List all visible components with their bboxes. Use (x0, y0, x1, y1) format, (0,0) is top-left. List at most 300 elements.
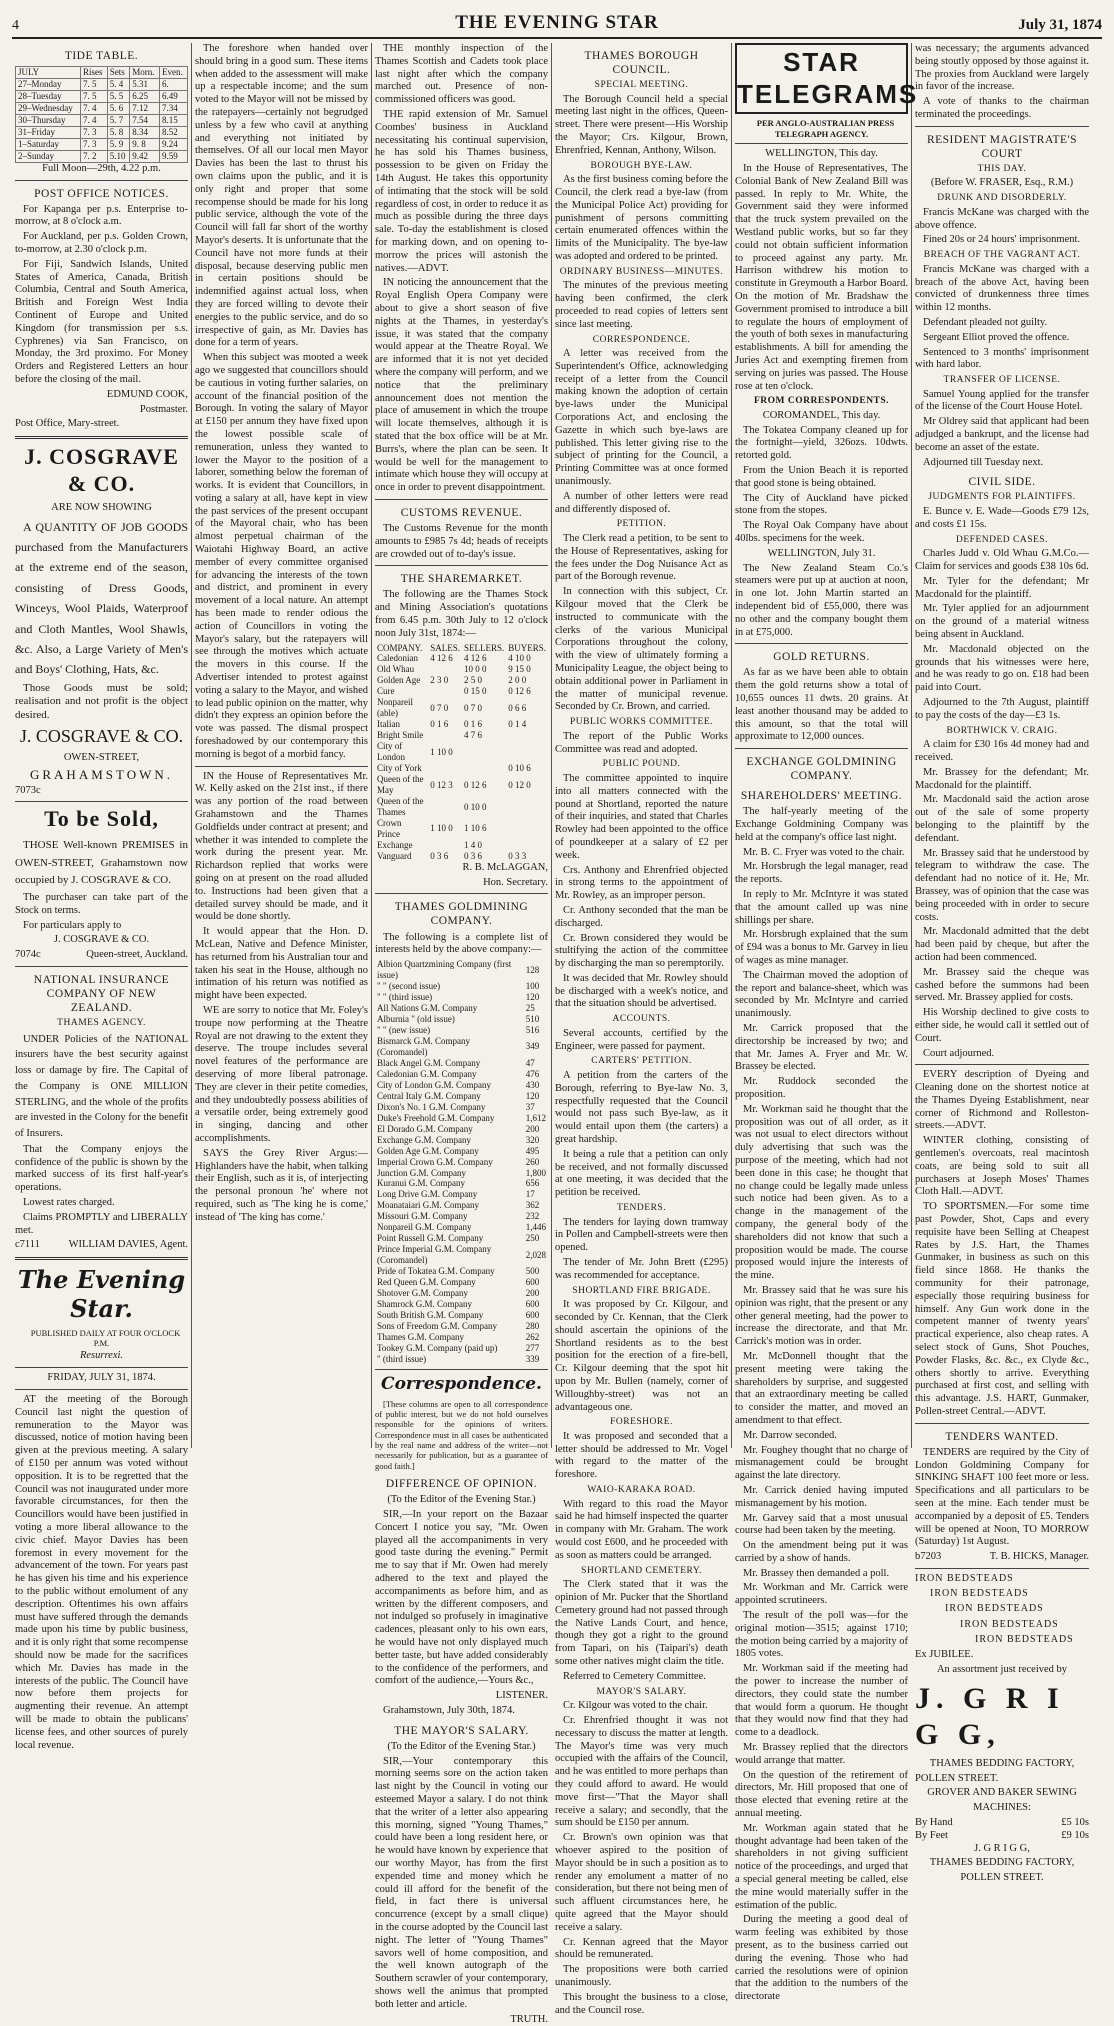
share-header: BUYERS. (506, 643, 548, 654)
court-subhead: DRUNK AND DISORDERLY. (915, 193, 1089, 205)
court-day: THIS DAY. (915, 164, 1089, 176)
council-text: Cr. Kilgour was voted to the chair. (555, 1700, 728, 1713)
page-number: 4 (12, 18, 132, 34)
cosgrave-sub: ARE NOW SHOWING (15, 502, 188, 515)
gold-row-cell: Exchange G.M. Company (375, 1135, 524, 1146)
share-row-cell: Vanguard (375, 851, 428, 862)
gold-row (375, 1124, 548, 1135)
share-row-cell (506, 796, 548, 818)
newspaper-page (12, 8, 1102, 1448)
cosgrave-note: Those Goods must be sold; realisation and not profit is the object desired. (15, 682, 188, 722)
gold-row-cell: 2,028 (524, 1244, 548, 1266)
share-row-cell: 1 10 0 (428, 741, 462, 763)
tenders-title: TENDERS WANTED. (915, 1430, 1089, 1444)
gold-row-cell: 200 (524, 1124, 548, 1135)
grover-title: GROVER AND BAKER SEWING (915, 1787, 1089, 1800)
insurance-agent: WILLIAM DAVIES, Agent. (69, 1239, 188, 1252)
letter-body: SIR,—Your contemporary this morning seems sore on the action taken last night by the Council in voting our esteemed Mayor a salary. I do not think that the writer of a letter also appearing this morning, signed "Young Thames," could have been a long resident here, or he would have known by experience that our worthy Mayor, has from the first expended time and money which he could ill afford for the benefit of the field, in fact there is universal concurrence (except by a small clique) in the course adopted by the Council last night. The letter of "Young Thames" savors well of home composition, and the well known autograph of the Southern scrawler of your contemporary, shows well the animus that prompted both letter and article. (375, 1756, 548, 2012)
gold-row-cell: 47 (524, 1058, 548, 1069)
council-subhead: PUBLIC WORKS COMMITTEE. (555, 717, 728, 729)
factory-street: POLLEN STREET. (915, 1872, 1089, 1885)
letter-title: THE MAYOR'S SALARY. (375, 1724, 548, 1738)
meeting-text: The result of the poll was—for the original motion—3515; against 1710; the motion being carried by a majority of 1805 votes. (735, 1610, 908, 1661)
tide-row-cell: 5. 9 (107, 138, 130, 150)
dateline: WELLINGTON, July 31. (735, 548, 908, 561)
civil-title: CIVIL SIDE. (915, 475, 1089, 489)
council-text: The tenders for laying down tramway in Pollen and Campbell-streets were then opened. (555, 1217, 728, 1255)
tide-row-cell: 6. (159, 78, 187, 90)
telegrams-agency: PER ANGLO-AUSTRALIAN PRESS TELEGRAPH AGENCY. (735, 118, 908, 139)
share-row-cell: 0 1 4 (506, 719, 548, 730)
meeting-text: Mr. Horsbrugh the legal manager, read the reports. (735, 861, 908, 887)
share-header: COMPANY. (375, 643, 428, 654)
news-item: THE monthly inspection of the Thames Scottish and Cadets took place last night after which the company marched out. Presence of non-commissioned officers was good. (375, 43, 548, 107)
meeting-text: On the question of the retirement of directors, Mr. Hill proposed that one of those elected that evening retire at the annual meeting. (735, 1770, 908, 1821)
insurance-title: NATIONAL INSURANCE COMPANY OF NEW ZEALAND. (15, 973, 188, 1015)
council-text: The minutes of the previous meeting having been confirmed, the clerk proceeded to read copies of letters sent since last meeting. (555, 280, 728, 331)
gold-row-cell: Pride of Tokatea G.M. Company (375, 1266, 524, 1277)
share-row-cell: 0 1 6 (462, 719, 506, 730)
meeting-text: The Chairman moved the adoption of the report and balance-sheet, which was seconded by Mr. McIntyre and carried unanimously. (735, 970, 908, 1021)
gold-row (375, 1135, 548, 1146)
gold-row-cell: 25 (524, 1003, 548, 1014)
gold-row (375, 1113, 548, 1124)
letter-body: SIR,—In your report on the Bazaar Concert I notice you say, "Mr. Owen played all the accompaniments in very good taste during the evening." Permit me to say that if Mr. Owen had merely adhered to the text and played the accompaniments as before him, and as written by the different composers, and not indulged so profusely in imaginative cadences, pleasant only to his own ears, he would have not only displayed much better taste, but have added considerably to the confidence of the performers, and comfort of the audience,—Yours &c., (375, 1509, 548, 1688)
council-subhead: PETITION. (555, 519, 728, 531)
grigg-name: J. G R I G G, (915, 1843, 1089, 1856)
share-row-cell: 1 10 6 (462, 818, 506, 840)
share-row-cell: City of London (375, 741, 428, 763)
column-6 (912, 43, 1092, 1448)
iron-bedsteads: IRON BEDSTEADS (915, 1573, 1089, 1585)
court-before: (Before W. FRASER, Esq., R.M.) (915, 177, 1089, 190)
tide-row-cell: 8.15 (159, 114, 187, 126)
tide-row-cell: 8.34 (130, 126, 160, 138)
council-subhead: WAIO-KARAKA ROAD. (555, 1485, 728, 1497)
gold-row-cell: 349 (524, 1036, 548, 1058)
share-row-cell (428, 840, 462, 851)
gold-row-cell: 500 (524, 1266, 548, 1277)
gold-row-cell: 600 (524, 1299, 548, 1310)
advert-text: EVERY description of Dyeing and Cleaning done on the shortest notice at the Thames Dyeing Establishment, near corner of Richmond and Rolleston-streets.—ADVT. (915, 1069, 1089, 1133)
meeting-text: On the amendment being put it was carried by a show of hands. (735, 1540, 908, 1566)
iron-bedsteads: IRON BEDSTEADS (915, 1634, 1089, 1646)
telegram-subhead: FROM CORRESPONDENTS. (735, 396, 908, 408)
tide-row-cell: 9.59 (159, 150, 187, 162)
gold-row-cell: 128 (524, 959, 548, 981)
gold-row-cell: 120 (524, 992, 548, 1003)
court-title: RESIDENT MAGISTRATE'S COURT (915, 133, 1089, 161)
telegram-text: The New Zealand Steam Co.'s steamers were put up at auction at noon, in one lot. John Martin started an independent bid of £55,000, there was no other and the company bought them in at £75,000. (735, 563, 908, 640)
tide-header: Morn. (130, 67, 160, 79)
news-item: THE rapid extension of Mr. Samuel Coombes' business in Auckland necessitating his continual supervision, he has sold his Thames business, possession to be given on Friday the 14th August. He takes this opportunity of intimating that the stock will be sold regardless of cost, in order to reduce it as much as possible during the three days sale. To-day the establishment is closed for marking down, and on opening to-morrow the prices will astonish the natives.—ADVT. (375, 109, 548, 275)
gold-row (375, 1146, 548, 1157)
council-text: A letter was received from the Superintendent's Office, acknowledging receipt of a letter from the Council making known the adoption of certain bye-laws under the Municipal Corporations Act, and enclosing the Gazette in which such bye-laws are published. This letter giving rise to the subject of printing for the Council, a Printing Committee was at once formed unanimously. (555, 348, 728, 489)
share-row (375, 653, 548, 664)
share-row-cell: 0 3 6 (428, 851, 462, 862)
share-row-cell (506, 730, 548, 741)
council-text: Referred to Cemetery Committee. (555, 1671, 728, 1684)
share-row-cell: Nonpareil (able) (375, 697, 428, 719)
gold-row-cell: 37 (524, 1102, 548, 1113)
council-subhead: PUBLIC POUND. (555, 759, 728, 771)
meeting-text: Mr. Carrick denied having imputed mismanagement by his motion. (735, 1485, 908, 1511)
court-text: Court adjourned. (915, 1048, 1089, 1061)
post-role: Postmaster. (15, 404, 188, 417)
sale-ref: 7074c (15, 949, 41, 962)
tide-row-cell: 5. 6 (107, 102, 130, 114)
council-subhead: CORRESPONDENCE. (555, 335, 728, 347)
goldmining-table (375, 959, 548, 1365)
masthead (12, 8, 1102, 39)
gold-row-cell: 260 (524, 1157, 548, 1168)
column-1 (12, 43, 192, 1448)
council-subhead: BOROUGH BYE-LAW. (555, 161, 728, 173)
council-subhead: CARTERS' PETITION. (555, 1056, 728, 1068)
council-text: A petition from the carters of the Borough, referring to Bye-law No. 3, respectfully requested that the Council would not pass such Bye-law, as it would entail upon them (the carters) a great hardship. (555, 1070, 728, 1147)
gold-row-cell: South British G.M. Company (375, 1310, 524, 1321)
share-row-cell: 0 7 0 (428, 697, 462, 719)
meeting-text: Mr. Brassey replied that the directors would arrange that matter. (735, 1742, 908, 1768)
gold-row (375, 1200, 548, 1211)
telegram-text: From the Union Beach it is reported that good stone is being obtained. (735, 465, 908, 491)
tide-row (16, 126, 188, 138)
tenders-body: TENDERS are required by the City of London Goldmining Company for SINKING SHAFT 100 feet more or less. Specifications and all particulars to be seen at the mine. Each tender must be accompanied by a deposit of £5. Tenders will be opened at Noon, TO MORROW (Saturday) 1st August. (915, 1447, 1089, 1549)
tide-header: Sets (107, 67, 130, 79)
tide-table (15, 66, 188, 163)
council-text: Cr. Brown considered they would be stultifying the action of the committee by discharging the man so peremptorily. (555, 933, 728, 971)
gold-row (375, 1168, 548, 1179)
share-row (375, 686, 548, 697)
nameplate-title: The Evening Star. (15, 1265, 188, 1324)
tide-row-cell: 1–Saturday (16, 138, 81, 150)
gold-row (375, 1299, 548, 1310)
share-signature: R. B. McLAGGAN, (375, 862, 548, 875)
share-row-cell: 0 10 0 (462, 796, 506, 818)
nameplate-motto: Resurrexi. (15, 1350, 188, 1363)
court-text: Samuel Young applied for the transfer of the license of the Court House Hotel. (915, 389, 1089, 415)
tenders-ref: b7203 (915, 1551, 941, 1564)
gold-row (375, 1310, 548, 1321)
share-row (375, 763, 548, 774)
meeting-text: Mr. Ruddock seconded the proposition. (735, 1076, 908, 1102)
gold-row-cell: Alburnia " (old issue) (375, 1014, 524, 1025)
share-row-cell (428, 796, 462, 818)
tide-row-cell: 2–Sunday (16, 150, 81, 162)
gold-row-cell: Bismarck G.M. Company (Coromandel) (375, 1036, 524, 1058)
sale-apply: For particulars apply to (15, 920, 188, 933)
gold-row-cell: Dixon's No. 1 G.M. Company (375, 1102, 524, 1113)
gold-row-cell: 510 (524, 1014, 548, 1025)
share-row-cell: Queen of the Thames (375, 796, 428, 818)
share-row-cell: 4 12 6 (428, 653, 462, 664)
gold-row-cell: 495 (524, 1146, 548, 1157)
news-item: SAYS the Grey River Argus:—Highlanders have the habit, when talking their English, such as it is, of interjecting the personal pronoun 'he' where not required, such as 'The king he is come,' instead of 'The king has come.' (195, 1148, 368, 1225)
tide-title: TIDE TABLE. (15, 49, 188, 63)
tide-row (16, 138, 188, 150)
share-row-cell: 0 15 0 (462, 686, 506, 697)
customs-text: The Customs Revenue for the month amounts to £985 7s 4d; heads of receipts are crowded out of to-day's issue. (375, 523, 548, 561)
insurance-text: That the Company enjoys the confidence of the public is shown by the marked success of its first half-year's operations. (15, 1144, 188, 1195)
gold-row (375, 1277, 548, 1288)
court-text: Mr. Macdonald admitted that the debt had been paid by cheque, but after the action had been commenced. (915, 926, 1089, 964)
tide-row-cell: 29–Wednesday (16, 102, 81, 114)
court-text: Mr. Brassey said that he understood by telegram to withdraw the case. The defendant had no notice of it. He, Mr. Brassey, was of opinion that the case was being proceeded with in order to secure costs. (915, 848, 1089, 925)
dateline: WELLINGTON, This day. (735, 148, 908, 161)
share-row-cell (428, 730, 462, 741)
gold-row-cell: Central Italy G.M. Company (375, 1091, 524, 1102)
share-row-cell: 1 4 0 (462, 840, 506, 851)
sharemarket-title: THE SHAREMARKET. (375, 572, 548, 586)
cosgrave-street: OWEN-STREET, (15, 752, 188, 765)
insurance-text: Lowest rates charged. (15, 1197, 188, 1210)
share-row-cell: 0 12 6 (462, 774, 506, 796)
factory-name: THAMES BEDDING FACTORY, (915, 1758, 1089, 1771)
court-text: Mr. Macdonald said the action arose out of the sale of some property belonging to the plaintiff by the defendant. (915, 794, 1089, 845)
gold-row (375, 1058, 548, 1069)
grigg-name: J. G R I G G, (915, 1681, 1089, 1754)
gold-row (375, 1036, 548, 1058)
leader-paragraph: AT the meeting of the Borough Council last night the question of remuneration to the Mayor was discussed, notice of motion having been given at the previous meeting. A salary of £150 per annum was voted without opposition. It is to be regretted that the Council was not inaugurated under more favorable circumstances, for then the Councillors would have been justified in voting a more liberal allowance to the civic chief. Mayor Davies has been foremost in every movement for the advancement of the town. For years past he has given his time and his experience to the public without emolument of any description. Oftentimes his own affairs must have suffered through the demands made upon his time by public business, and it is only right that some recompense should now be made for the sacrifices which Mr. Davies has made in the interests of the public. The Council have now before them projects for augmenting their revenue. An attempt will be made to obtain the publicans' license fees, and other sources of purely local revenue. (15, 1394, 188, 1752)
gold-row-cell: 277 (524, 1343, 548, 1354)
gold-row-cell: 476 (524, 1069, 548, 1080)
gold-row-cell: 600 (524, 1310, 548, 1321)
tide-row-cell: 7. 5 (81, 78, 108, 90)
iron-bedsteads: IRON BEDSTEADS (915, 1588, 1089, 1600)
nameplate-sub: PUBLISHED DAILY AT FOUR O'CLOCK P.M. (15, 1328, 188, 1349)
gold-row (375, 1343, 548, 1354)
tide-row-cell: 8.52 (159, 126, 187, 138)
tide-row-cell: 7.34 (159, 102, 187, 114)
advert-text: WINTER clothing, consisting of gentlemen's overcoats, real macintosh coats, are being sold to suit all purchasers at Joseph Moses' Thames Cloth Hall.—ADVT. (915, 1135, 1089, 1199)
gold-row-cell: Golden Age G.M. Company (375, 1146, 524, 1157)
gold-row-cell: 339 (524, 1354, 548, 1365)
gold-row-cell: 1,612 (524, 1113, 548, 1124)
cosgrave-body: A QUANTITY OF JOB GOODS purchased from the Manufacturers at the extreme end of the season, consisting of Dress Goods, Winceys, Wool Plaids, Waterproof and Cloth Mantles, Wool Shawls, &c. Also, a Large Variety of Men's and Boys' Clothing, Hats, &c. (15, 517, 188, 680)
court-text: E. Bunce v. E. Wade—Goods £79 12s, and costs £1 15s. (915, 506, 1089, 532)
assortment: An assortment just received by (915, 1664, 1089, 1677)
letter-title: DIFFERENCE OF OPINION. (375, 1477, 548, 1491)
jubilee: Ex JUBILEE. (915, 1649, 1089, 1662)
cosgrave-ref: 7073c (15, 785, 188, 798)
gold-row-cell: Shamrock G.M. Company (375, 1299, 524, 1310)
goldmining-title: THAMES GOLDMINING COMPANY. (375, 900, 548, 928)
gold-returns-text: As far as we have been able to obtain them the gold returns show a total of 10,655 ounces 11 dwts. 20 grains. At least another thousand may be added to this amount, so that the total will approximate to 12,000 ounces. (735, 667, 908, 744)
tide-row-cell: 27–Monday (16, 78, 81, 90)
tide-row-cell: 9.24 (159, 138, 187, 150)
share-row-cell: 4 10 0 (506, 653, 548, 664)
machines: MACHINES: (915, 1802, 1089, 1815)
tide-row-cell: 5. 7 (107, 114, 130, 126)
share-row-cell: 0 3 6 (462, 851, 506, 862)
meeting-text: In reply to Mr. McIntyre it was stated that the amount called up was nine shillings per share. (735, 889, 908, 927)
column-3 (372, 43, 552, 1448)
meeting-text: Mr. Workman and Mr. Carrick were appointed scrutineers. (735, 1582, 908, 1608)
council-title: THAMES BOROUGH COUNCIL. (555, 49, 728, 77)
share-row (375, 840, 548, 851)
council-text: With regard to this road the Mayor said he had himself inspected the quarter in company with Mr. Graham. The work would cost £600, and he proceeded with as soon as matters could be arranged. (555, 1499, 728, 1563)
insurance-ref: c7111 (15, 1239, 40, 1252)
factory-street: POLLEN STREET. (915, 1773, 1089, 1786)
meeting-text: Mr. Horsbrugh explained that the sum of £94 was a bonus to Mr. Garvey in lieu of wages as mine manager. (735, 929, 908, 967)
gold-row (375, 1244, 548, 1266)
council-text: Cr. Brown's own opinion was that whoever aspired to the position of Mayor should be in such a position as to render any emolument a matter of no consideration, but there not being men of such affluent circumstances here, he quite agreed that the Mayor should receive a salary. (555, 1832, 728, 1934)
share-row-cell: Exchange (375, 840, 428, 851)
gold-row-cell: Moanataiari G.M. Company (375, 1200, 524, 1211)
gold-returns-title: GOLD RETURNS. (735, 650, 908, 664)
meeting-text: Mr. Brassey said that he was sure his opinion was right, that the present or any other general meeting, had the power to increase the directorate, and that Mr. Carrick's motion was in order. (735, 1285, 908, 1349)
tide-row-cell: 7. 5 (81, 90, 108, 102)
share-header: SALES. (428, 643, 462, 654)
share-row-cell: 2 5 0 (462, 675, 506, 686)
gold-row-cell: El Dorado G.M. Company (375, 1124, 524, 1135)
council-subhead: FORESHORE. (555, 1417, 728, 1429)
gold-row (375, 1233, 548, 1244)
news-item: IN the House of Representatives Mr. W. Kelly asked on the 21st inst., if there was any portion of the road between Grahamstown and the Thames Goldfields under contract at present; and whether it was intended to complete the work during the present year. Mr. Richardson replied that works were going on at present on the road alluded to. Instructions had been given that a detailed survey should be made, and it would be done shortly. (195, 771, 368, 925)
tide-row-cell: 5.10 (107, 150, 130, 162)
tide-row (16, 150, 188, 162)
sale-terms: The purchaser can take part of the Stock on terms. (15, 892, 188, 918)
gold-row-cell: " " (third issue) (375, 992, 524, 1003)
tide-row-cell: 7. 4 (81, 114, 108, 126)
gold-row-cell: Thames G.M. Company (375, 1332, 524, 1343)
court-text: Sergeant Elliot proved the offence. (915, 332, 1089, 345)
court-text: Mr. Brassey for the defendant; Mr. Macdonald for the plaintiff. (915, 767, 1089, 793)
share-row-cell: Crown Prince (375, 818, 428, 840)
share-row-cell: 4 7 6 (462, 730, 506, 741)
tide-row-cell: 5.31 (130, 78, 160, 90)
letter-signature: LISTENER. (375, 1690, 548, 1703)
meeting-text: Mr. Carrick proposed that the directorship be increased by two; and that Mr. James A. Fryer and Mr. W. Brassey be elected. (735, 1023, 908, 1074)
letter-to: (To the Editor of the Evening Star.) (375, 1494, 548, 1507)
court-subhead: BORTHWICK V. CRAIG. (915, 726, 1089, 738)
share-row-cell (462, 741, 506, 763)
council-text: As the first business coming before the Council, the clerk read a bye-law (from the Municipal Police Act) providing for punishment of persons committing certain enumerated offences within the limits of the Municipality. The bye-law was adopted and ordered to be printed. (555, 174, 728, 264)
tide-row-cell: 6.49 (159, 90, 187, 102)
share-row (375, 796, 548, 818)
correspondence-note: [These columns are open to all correspondence of public interest, but we do not hold ourselves responsible for the opinions of writers. Correspondence must in all cases be authenticated by the real name and address of the writer—not necessarily for publication, but as a guarantee of good faith.] (375, 1399, 548, 1472)
paper-title: THE EVENING STAR (132, 12, 982, 34)
meeting-text: Mr. Workman said if the meeting had the power to increase the number of directors, they could state the number that would form a quorum. He thought that they would now find that they had come to a deadlock. (735, 1663, 908, 1740)
gold-row-cell: Sons of Freedom G.M. Company (375, 1321, 524, 1332)
dateline: COROMANDEL, This day. (735, 410, 908, 423)
tide-row-cell: 9. 8 (130, 138, 160, 150)
share-row-cell: 0 1 6 (428, 719, 462, 730)
gold-row-cell: Missouri G.M. Company (375, 1211, 524, 1222)
cosgrave-signature: J. COSGRAVE & CO. (15, 726, 188, 748)
gold-row-cell: 430 (524, 1080, 548, 1091)
court-text: Mr. Tyler applied for an adjournment on the ground of a material witness being absent in Auckland. (915, 603, 1089, 641)
gold-row-cell: " " (new issue) (375, 1025, 524, 1036)
post-signature: EDMUND COOK, (15, 389, 188, 402)
share-row-cell (428, 763, 462, 774)
gold-row-cell: Point Russell G.M. Company (375, 1233, 524, 1244)
court-text: Charles Judd v. Old Whau G.M.Co.—Claim for services and goods £38 10s 6d. (915, 548, 1089, 574)
news-item: It would appear that the Hon. D. McLean, Native and Defence Minister, has returned from his Australian tour and taken his seat in the House, although no intimation of his return was notified as might have been expected. (195, 926, 368, 1003)
gold-row-cell: 232 (524, 1211, 548, 1222)
gold-row-cell: Black Angel G.M. Company (375, 1058, 524, 1069)
council-text: It was proposed and seconded that a letter should be addressed to Mr. Vogel with regard to the matter of the foreshore. (555, 1431, 728, 1482)
gold-row-cell: 250 (524, 1233, 548, 1244)
gold-row-cell: Imperial Crown G.M. Company (375, 1157, 524, 1168)
court-text: Adjourned to the 7th August, plaintiff to pay the costs of the day—£3 1s. (915, 697, 1089, 723)
gold-row-cell: Junction G.M. Company (375, 1168, 524, 1179)
telegram-text: The Tokatea Company cleaned up for the fortnight—yield, 326ozs. 10dwts. retorted gold. (735, 425, 908, 463)
sale-title: To be Sold, (15, 806, 188, 833)
news-item: IN noticing the announcement that the Royal English Opera Company were about to give a short season of five nights at the Thames, in yesterday's issue, it was stated that the company would appear at the Theatre Royal. We are informed that it is not yet decided where the company will perform, and we notice that the preliminary announcement does not mention the place of amusement in which the troupe will locate themselves, although it is stated that the box office will be at Mr. Burrs's, where the plan can be seen. It would be well for the management to intimate which house they will occupy at once in order to prevent disappointment. (375, 277, 548, 495)
tide-row (16, 102, 188, 114)
iron-bedsteads: IRON BEDSTEADS (915, 1603, 1089, 1615)
gold-row-cell: Long Drive G.M. Company (375, 1189, 524, 1200)
share-row (375, 774, 548, 796)
meeting-text: Mr. Darrow seconded. (735, 1430, 908, 1443)
gold-row (375, 1003, 548, 1014)
share-row-cell: 0 6 6 (506, 697, 548, 719)
issue-date: July 31, 1874 (982, 17, 1102, 34)
gold-row-cell: Shotover G.M. Company (375, 1288, 524, 1299)
letter-signature: TRUTH. (375, 2014, 548, 2026)
tide-header: Even. (159, 67, 187, 79)
council-text: Cr. Kennan agreed that the Mayor should be remunerated. (555, 1937, 728, 1963)
gold-row (375, 1266, 548, 1277)
court-subhead: TRANSFER OF LICENSE. (915, 375, 1089, 387)
cosgrave-town: GRAHAMSTOWN. (15, 767, 188, 783)
tide-row-cell: 31–Friday (16, 126, 81, 138)
column-2 (192, 43, 372, 1448)
share-row-cell: Queen of the May (375, 774, 428, 796)
meeting-text: Mr. Workman said he thought that the proposition was out of all order, as it was not usual to elect directors without duly advertising that such was the purpose of the meeting, which had not been done in this case; he thought that no change could be legally made unless such notice had been given. As to a change in the management of the company, the general body of the shareholders did not know that such a proposition would be made. The course proposed would injure the interests of the mine. (735, 1104, 908, 1283)
meeting-text: Mr. Workman again stated that he thought advantage had been taken of the shareholders in not giving sufficient notice of the proceedings, and urged that a special general meeting be called, else the mine would materially suffer in the estimation of the public. (735, 1823, 908, 1913)
gold-row-cell: Red Queen G.M. Company (375, 1277, 524, 1288)
gold-row-cell: 120 (524, 1091, 548, 1102)
gold-row (375, 1080, 548, 1091)
gold-row-cell: 656 (524, 1178, 548, 1189)
council-text: The Clerk stated that it was the opinion of Mr. Pucker that the Shortland Cemetery ground had not passed through the Native Lands Court, and hence, though they got a right to the ground from Tapari, on his (Taipari's) death some other natives might claim the title. (555, 1579, 728, 1669)
gold-row (375, 1321, 548, 1332)
tide-row-cell: 7. 3 (81, 126, 108, 138)
share-row-cell (462, 763, 506, 774)
gold-row (375, 1222, 548, 1233)
court-text: His Worship declined to give costs to either side, he would call it settled out of Court. (915, 1007, 1089, 1045)
share-row (375, 664, 548, 675)
share-row-cell: Old Whau (375, 664, 428, 675)
court-text: Francis McKane was charged with the above offence. (915, 207, 1089, 233)
share-row-cell: 0 12 6 (506, 686, 548, 697)
insurance-text: Claims PROMPTLY and LIBERALLY met. (15, 1212, 188, 1238)
gold-row-cell: City of London G.M. Company (375, 1080, 524, 1091)
council-subhead: MAYOR'S SALARY. (555, 1687, 728, 1699)
price-value: £9 10s (1061, 1830, 1089, 1843)
gold-row-cell: 280 (524, 1321, 548, 1332)
gold-row-cell: 1,446 (524, 1222, 548, 1233)
share-row (375, 818, 548, 840)
gold-row-cell: 262 (524, 1332, 548, 1343)
telegram-text: The City of Auckland have picked stone from the stopes. (735, 493, 908, 519)
insurance-sub: THAMES AGENCY. (15, 1018, 188, 1030)
gold-row-cell: Duke's Freehold G.M. Company (375, 1113, 524, 1124)
post-notice: For Kapanga per p.s. Enterprise to-morrow, at 8 o'clock a.m. (15, 204, 188, 230)
news-item: WE are sorry to notice that Mr. Foley's troupe now performing at the Theatre Royal are not drawing to the extent they deserve. The troupe includes several novel features of the performance are deserving of more liberal patronage. They are clever in their petite comedies, and they undoubtedly possess abilities of a versatile order, being extremely good in singing, dancing and other accomplishments. (195, 1005, 368, 1146)
advert-text: TO SPORTSMEN.—For some time past Powder, Shot, Caps and every requisite have been Selling at Cheapest Rates by J.S. Hart, the Thames Gunmaker, in business as such on this field since 1868. He thanks the community for their patronage, especially those requiring business for himself. Any Gun work done in the competent manner of twenty years' practical experience, also cheap rates. A select stock of Guns, Shot Pouches, Powder Flasks, &c. &c., ex Clyde &c., others shortly to arrive. Everything purchased at first cost, and selling with this advantage. J.S. HART, Gunmaker, Pollen-street Central.—ADVT. (915, 1201, 1089, 1419)
correspondence-title: Correspondence. (375, 1374, 548, 1395)
gold-row-cell: 200 (524, 1288, 548, 1299)
share-row-cell: Caledonian (375, 653, 428, 664)
gold-row (375, 1014, 548, 1025)
tenders-signature: T. B. HICKS, Manager. (990, 1551, 1089, 1564)
meeting-text: The half-yearly meeting of the Exchange Goldmining Company was held at the company's office last night. (735, 806, 908, 844)
exchange-sub: SHAREHOLDERS' MEETING. (735, 789, 908, 803)
court-text: Mr Oldrey said that applicant had been adjudged a bankrupt, and the license had become an asset of the estate. (915, 416, 1089, 454)
